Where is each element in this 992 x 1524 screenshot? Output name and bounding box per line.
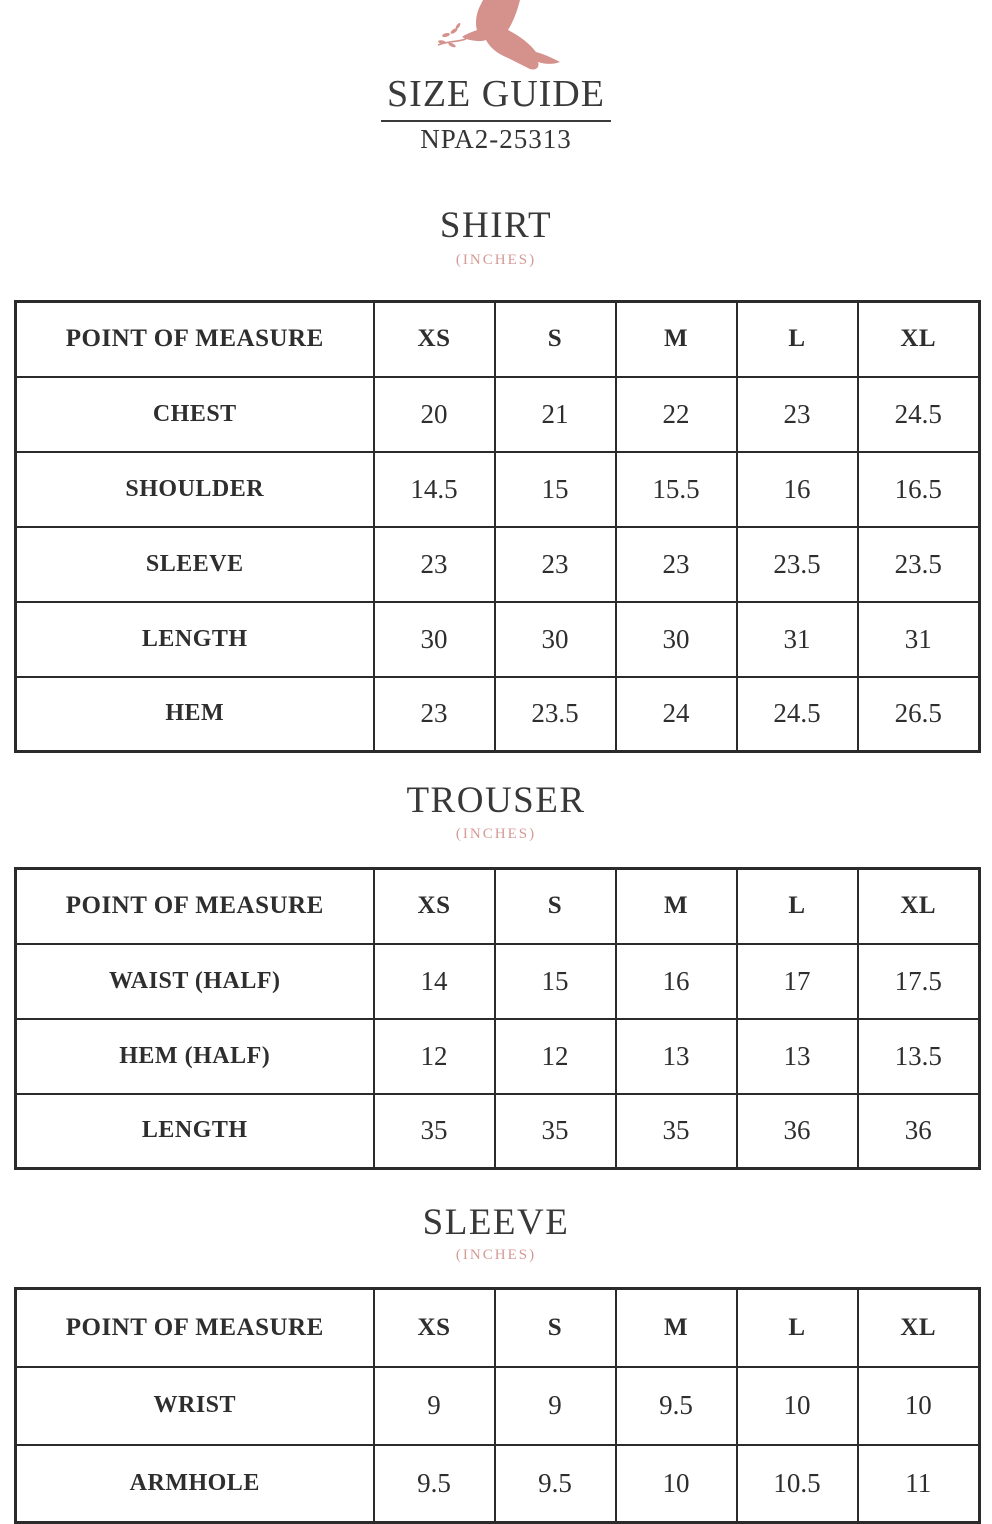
size-value-cell: 36: [737, 1094, 858, 1169]
row-label: LENGTH: [16, 602, 374, 677]
size-column-header-xs: XS: [374, 869, 495, 944]
size-value-cell: 14.5: [374, 452, 495, 527]
article-code: NPA2-25313: [420, 124, 572, 154]
size-value-cell: 23: [374, 527, 495, 602]
size-value-cell: 9: [374, 1367, 495, 1445]
dove-logo-icon: [428, 0, 572, 70]
size-column-header-m: M: [616, 302, 737, 377]
row-label: SHOULDER: [16, 452, 374, 527]
measure-column-header: POINT OF MEASURE: [16, 869, 374, 944]
size-value-cell: 16: [616, 944, 737, 1019]
table-row-sleeve: [16, 527, 980, 602]
row-label: WRIST: [16, 1367, 374, 1445]
table-header-row: [16, 302, 980, 377]
row-label: LENGTH: [16, 1094, 374, 1169]
row-label: SLEEVE: [16, 527, 374, 602]
size-column-header-s: S: [495, 1289, 616, 1367]
size-value-cell: 31: [737, 602, 858, 677]
sleeve-size-table: [14, 1287, 981, 1524]
size-value-cell: 9.5: [616, 1367, 737, 1445]
size-value-cell: 24.5: [737, 677, 858, 752]
size-value-cell: 23: [616, 527, 737, 602]
size-value-cell: 10: [616, 1445, 737, 1523]
size-column-header-l: L: [737, 1289, 858, 1367]
size-value-cell: 10: [737, 1367, 858, 1445]
table-header-row: [16, 1289, 980, 1367]
size-value-cell: 35: [616, 1094, 737, 1169]
table-row-shoulder: [16, 452, 980, 527]
size-value-cell: 17.5: [858, 944, 980, 1019]
size-column-header-s: S: [495, 869, 616, 944]
size-value-cell: 35: [374, 1094, 495, 1169]
size-value-cell: 30: [374, 602, 495, 677]
size-value-cell: 23: [374, 677, 495, 752]
table-row-length: [16, 1094, 980, 1169]
section-title-trouser: TROUSER: [406, 780, 586, 821]
size-value-cell: 17: [737, 944, 858, 1019]
size-value-cell: 9.5: [495, 1445, 616, 1523]
size-value-cell: 15: [495, 452, 616, 527]
size-value-cell: 23: [495, 527, 616, 602]
size-value-cell: 13: [737, 1019, 858, 1094]
size-column-header-xs: XS: [374, 1289, 495, 1367]
measure-column-header: POINT OF MEASURE: [16, 1289, 374, 1367]
size-value-cell: 36: [858, 1094, 980, 1169]
size-value-cell: 10.5: [737, 1445, 858, 1523]
size-value-cell: 16: [737, 452, 858, 527]
size-value-cell: 15.5: [616, 452, 737, 527]
size-value-cell: 23.5: [495, 677, 616, 752]
row-label: CHEST: [16, 377, 374, 452]
size-value-cell: 12: [495, 1019, 616, 1094]
table-row-chest: [16, 377, 980, 452]
size-value-cell: 15: [495, 944, 616, 1019]
size-value-cell: 23.5: [858, 527, 980, 602]
row-label: WAIST (HALF): [16, 944, 374, 1019]
size-column-header-xs: XS: [374, 302, 495, 377]
size-column-header-s: S: [495, 302, 616, 377]
size-value-cell: 35: [495, 1094, 616, 1169]
size-value-cell: 11: [858, 1445, 980, 1523]
size-value-cell: 24.5: [858, 377, 980, 452]
trouser-size-table: [14, 867, 981, 1170]
row-label: HEM (HALF): [16, 1019, 374, 1094]
table-row-hem: [16, 677, 980, 752]
size-value-cell: 23.5: [737, 527, 858, 602]
table-row-waist-half: [16, 944, 980, 1019]
page-title: SIZE GUIDE: [381, 74, 611, 122]
row-label: ARMHOLE: [16, 1445, 374, 1523]
size-column-header-l: L: [737, 302, 858, 377]
section-title-shirt: SHIRT: [439, 205, 553, 246]
size-value-cell: 22: [616, 377, 737, 452]
size-value-cell: 30: [616, 602, 737, 677]
table-row-hem-half: [16, 1019, 980, 1094]
size-value-cell: 21: [495, 377, 616, 452]
table-row-armhole: [16, 1445, 980, 1523]
size-value-cell: 31: [858, 602, 980, 677]
size-value-cell: 23: [737, 377, 858, 452]
size-value-cell: 10: [858, 1367, 980, 1445]
size-value-cell: 20: [374, 377, 495, 452]
size-column-header-xl: XL: [858, 302, 980, 377]
size-value-cell: 24: [616, 677, 737, 752]
size-value-cell: 13.5: [858, 1019, 980, 1094]
size-value-cell: 9.5: [374, 1445, 495, 1523]
size-value-cell: 14: [374, 944, 495, 1019]
section-subtitle-sleeve: (INCHES): [455, 1247, 537, 1263]
size-value-cell: 13: [616, 1019, 737, 1094]
section-subtitle-trouser: (INCHES): [455, 826, 537, 842]
size-value-cell: 12: [374, 1019, 495, 1094]
section-title-sleeve: SLEEVE: [422, 1202, 570, 1243]
row-label: HEM: [16, 677, 374, 752]
size-value-cell: 26.5: [858, 677, 980, 752]
size-column-header-xl: XL: [858, 869, 980, 944]
size-value-cell: 16.5: [858, 452, 980, 527]
size-value-cell: 30: [495, 602, 616, 677]
measure-column-header: POINT OF MEASURE: [16, 302, 374, 377]
size-column-header-l: L: [737, 869, 858, 944]
size-value-cell: 9: [495, 1367, 616, 1445]
shirt-size-table: [14, 300, 981, 753]
table-header-row: [16, 869, 980, 944]
size-column-header-xl: XL: [858, 1289, 980, 1367]
section-subtitle-shirt: (INCHES): [455, 252, 537, 268]
size-column-header-m: M: [616, 1289, 737, 1367]
table-row-length: [16, 602, 980, 677]
size-column-header-m: M: [616, 869, 737, 944]
table-row-wrist: [16, 1367, 980, 1445]
